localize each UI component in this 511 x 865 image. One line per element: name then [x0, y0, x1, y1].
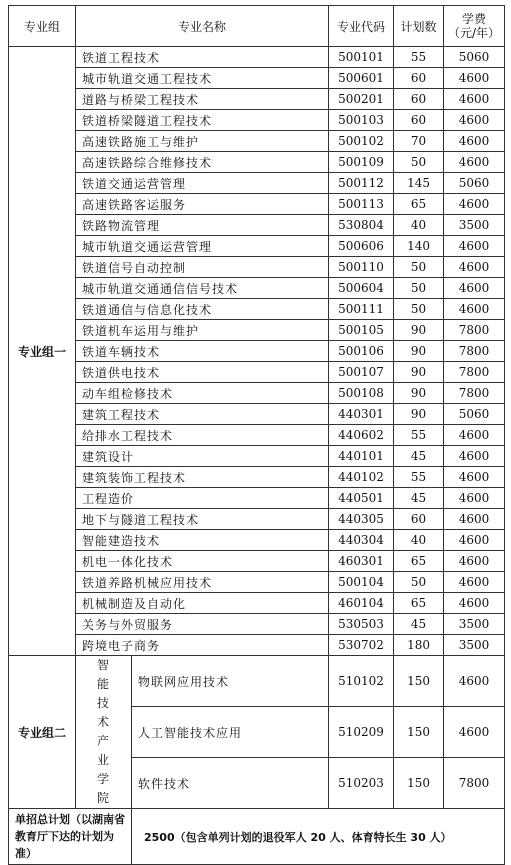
plan-count: 40 — [394, 530, 444, 551]
table-row — [9, 530, 505, 551]
plan-count: 60 — [394, 68, 444, 89]
major-name: 铁道养路机械应用技术 — [76, 572, 329, 593]
plan-count: 45 — [394, 446, 444, 467]
tuition-fee: 4600 — [444, 68, 505, 89]
major-name: 工程造价 — [76, 488, 329, 509]
major-name: 铁道工程技术 — [76, 47, 329, 68]
tuition-fee: 4600 — [444, 299, 505, 320]
plan-count: 55 — [394, 467, 444, 488]
plan-count: 90 — [394, 341, 444, 362]
plan-count: 150 — [394, 707, 444, 758]
table-row — [9, 635, 505, 656]
major-code: 500103 — [329, 110, 394, 131]
plan-count: 60 — [394, 509, 444, 530]
tuition-fee: 4600 — [444, 707, 505, 758]
table-row — [9, 68, 505, 89]
tuition-fee: 3500 — [444, 614, 505, 635]
table-row — [9, 320, 505, 341]
plan-count: 55 — [394, 47, 444, 68]
tuition-fee: 4600 — [444, 236, 505, 257]
table-row — [9, 488, 505, 509]
tuition-fee: 7800 — [444, 362, 505, 383]
plan-count: 55 — [394, 425, 444, 446]
table-row — [9, 47, 505, 68]
major-name: 高速铁路客运服务 — [76, 194, 329, 215]
table-row — [9, 215, 505, 236]
major-name: 动车组检修技术 — [76, 383, 329, 404]
major-code: 500112 — [329, 173, 394, 194]
plan-count: 150 — [394, 758, 444, 809]
header-row — [9, 6, 505, 47]
major-name: 城市轨道交通通信信号技术 — [76, 278, 329, 299]
major-name: 智能建造技术 — [76, 530, 329, 551]
total-value: 2500（包含单列计划的退役军人 20 人、体育特长生 30 人） — [132, 809, 505, 865]
table-row — [9, 425, 505, 446]
plan-count: 50 — [394, 152, 444, 173]
major-code: 510203 — [329, 758, 394, 809]
table-row — [9, 194, 505, 215]
major-name: 铁路物流管理 — [76, 215, 329, 236]
plan-count: 65 — [394, 194, 444, 215]
major-name: 城市轨道交通运营管理 — [76, 236, 329, 257]
major-code: 500111 — [329, 299, 394, 320]
major-code: 440501 — [329, 488, 394, 509]
table-row — [9, 572, 505, 593]
major-code: 510102 — [329, 656, 394, 707]
major-code: 440304 — [329, 530, 394, 551]
plan-count: 50 — [394, 257, 444, 278]
major-name: 物联网应用技术 — [132, 656, 329, 707]
major-code: 440305 — [329, 509, 394, 530]
header-fee-line2: （元/年） — [447, 26, 501, 40]
major-name: 铁道交通运营管理 — [76, 173, 329, 194]
tuition-fee: 4600 — [444, 530, 505, 551]
header-group: 专业组 — [9, 6, 76, 47]
tuition-fee: 4600 — [444, 467, 505, 488]
tuition-fee: 4600 — [444, 656, 505, 707]
major-name: 高速铁路施工与维护 — [76, 131, 329, 152]
tuition-fee: 7800 — [444, 758, 505, 809]
major-code: 500109 — [329, 152, 394, 173]
tuition-fee: 4600 — [444, 278, 505, 299]
major-name: 铁道信号自动控制 — [76, 257, 329, 278]
tuition-fee: 4600 — [444, 110, 505, 131]
tuition-fee: 4600 — [444, 152, 505, 173]
major-name: 软件技术 — [132, 758, 329, 809]
major-code: 510209 — [329, 707, 394, 758]
table-row — [9, 656, 505, 707]
major-code: 440301 — [329, 404, 394, 425]
plan-count: 45 — [394, 614, 444, 635]
tuition-fee: 5060 — [444, 173, 505, 194]
tuition-fee: 3500 — [444, 635, 505, 656]
major-name: 建筑工程技术 — [76, 404, 329, 425]
college-name-text: 智能技术产业学院 — [96, 658, 110, 805]
major-name: 给排水工程技术 — [76, 425, 329, 446]
plan-count: 90 — [394, 383, 444, 404]
major-code: 460104 — [329, 593, 394, 614]
major-code: 500604 — [329, 278, 394, 299]
plan-count: 60 — [394, 110, 444, 131]
plan-count: 180 — [394, 635, 444, 656]
major-code: 500104 — [329, 572, 394, 593]
major-code: 460301 — [329, 551, 394, 572]
plan-count: 50 — [394, 299, 444, 320]
major-code: 500201 — [329, 89, 394, 110]
tuition-fee: 4600 — [444, 131, 505, 152]
major-name: 铁道通信与信息化技术 — [76, 299, 329, 320]
major-name: 铁道供电技术 — [76, 362, 329, 383]
major-code: 500110 — [329, 257, 394, 278]
table-row — [9, 110, 505, 131]
major-name: 建筑装饰工程技术 — [76, 467, 329, 488]
plan-count: 50 — [394, 572, 444, 593]
table-row — [9, 593, 505, 614]
tuition-fee: 4600 — [444, 488, 505, 509]
header-fee-line1: 学费 — [462, 12, 487, 26]
header-plan: 计划数 — [394, 6, 444, 47]
tuition-fee: 4600 — [444, 89, 505, 110]
major-code: 500106 — [329, 341, 394, 362]
group-name: 专业组二 — [9, 656, 76, 809]
tuition-fee: 4600 — [444, 551, 505, 572]
plan-count: 65 — [394, 551, 444, 572]
header-code: 专业代码 — [329, 6, 394, 47]
major-name: 跨境电子商务 — [76, 635, 329, 656]
major-name: 道路与桥梁工程技术 — [76, 89, 329, 110]
major-code: 530503 — [329, 614, 394, 635]
tuition-fee: 7800 — [444, 341, 505, 362]
table-row — [9, 341, 505, 362]
tuition-fee: 4600 — [444, 593, 505, 614]
major-code: 500101 — [329, 47, 394, 68]
tuition-fee: 5060 — [444, 47, 505, 68]
table-row — [9, 467, 505, 488]
tuition-fee: 4600 — [444, 257, 505, 278]
table-row — [9, 404, 505, 425]
tuition-fee: 4600 — [444, 446, 505, 467]
table-row — [9, 257, 505, 278]
major-code: 500606 — [329, 236, 394, 257]
college-name — [76, 656, 132, 809]
tuition-fee: 4600 — [444, 509, 505, 530]
plan-count: 40 — [394, 215, 444, 236]
major-name: 高速铁路综合维修技术 — [76, 152, 329, 173]
major-name: 城市轨道交通工程技术 — [76, 68, 329, 89]
major-code: 440101 — [329, 446, 394, 467]
plan-count: 60 — [394, 89, 444, 110]
group-name: 专业组一 — [9, 47, 76, 656]
plan-count: 90 — [394, 404, 444, 425]
table-row — [9, 131, 505, 152]
major-name: 机械制造及自动化 — [76, 593, 329, 614]
plan-count: 150 — [394, 656, 444, 707]
header-major: 专业名称 — [76, 6, 329, 47]
plan-count: 45 — [394, 488, 444, 509]
major-code: 440102 — [329, 467, 394, 488]
tuition-fee: 4600 — [444, 572, 505, 593]
major-code: 500601 — [329, 68, 394, 89]
table-row — [9, 89, 505, 110]
table-row — [9, 509, 505, 530]
major-code: 500105 — [329, 320, 394, 341]
table-row — [9, 173, 505, 194]
tuition-fee: 7800 — [444, 320, 505, 341]
major-code: 440602 — [329, 425, 394, 446]
major-name: 铁道机车运用与维护 — [76, 320, 329, 341]
major-code: 500108 — [329, 383, 394, 404]
table-row — [9, 236, 505, 257]
table-row — [9, 551, 505, 572]
major-name: 铁道车辆技术 — [76, 341, 329, 362]
table-row — [9, 152, 505, 173]
total-row — [9, 809, 505, 865]
table-row — [9, 614, 505, 635]
tuition-fee: 4600 — [444, 194, 505, 215]
tuition-fee: 4600 — [444, 425, 505, 446]
enrollment-plan-table — [8, 5, 505, 865]
tuition-fee: 3500 — [444, 215, 505, 236]
major-code: 530702 — [329, 635, 394, 656]
tuition-fee: 5060 — [444, 404, 505, 425]
major-code: 500107 — [329, 362, 394, 383]
plan-count: 50 — [394, 278, 444, 299]
table-row — [9, 299, 505, 320]
total-label: 单招总计划（以湖南省教育厅下达的计划为准） — [9, 809, 132, 865]
major-name: 关务与外贸服务 — [76, 614, 329, 635]
table-row — [9, 362, 505, 383]
tuition-fee: 7800 — [444, 383, 505, 404]
major-code: 530804 — [329, 215, 394, 236]
header-fee — [444, 6, 505, 47]
plan-count: 65 — [394, 593, 444, 614]
major-name: 人工智能技术应用 — [132, 707, 329, 758]
major-name: 建筑设计 — [76, 446, 329, 467]
plan-count: 90 — [394, 320, 444, 341]
major-name: 地下与隧道工程技术 — [76, 509, 329, 530]
table-row — [9, 383, 505, 404]
major-code: 500113 — [329, 194, 394, 215]
plan-count: 70 — [394, 131, 444, 152]
plan-count: 145 — [394, 173, 444, 194]
major-name: 机电一体化技术 — [76, 551, 329, 572]
plan-count: 90 — [394, 362, 444, 383]
table-row — [9, 446, 505, 467]
table-row — [9, 278, 505, 299]
major-name: 铁道桥梁隧道工程技术 — [76, 110, 329, 131]
plan-count: 140 — [394, 236, 444, 257]
major-code: 500102 — [329, 131, 394, 152]
